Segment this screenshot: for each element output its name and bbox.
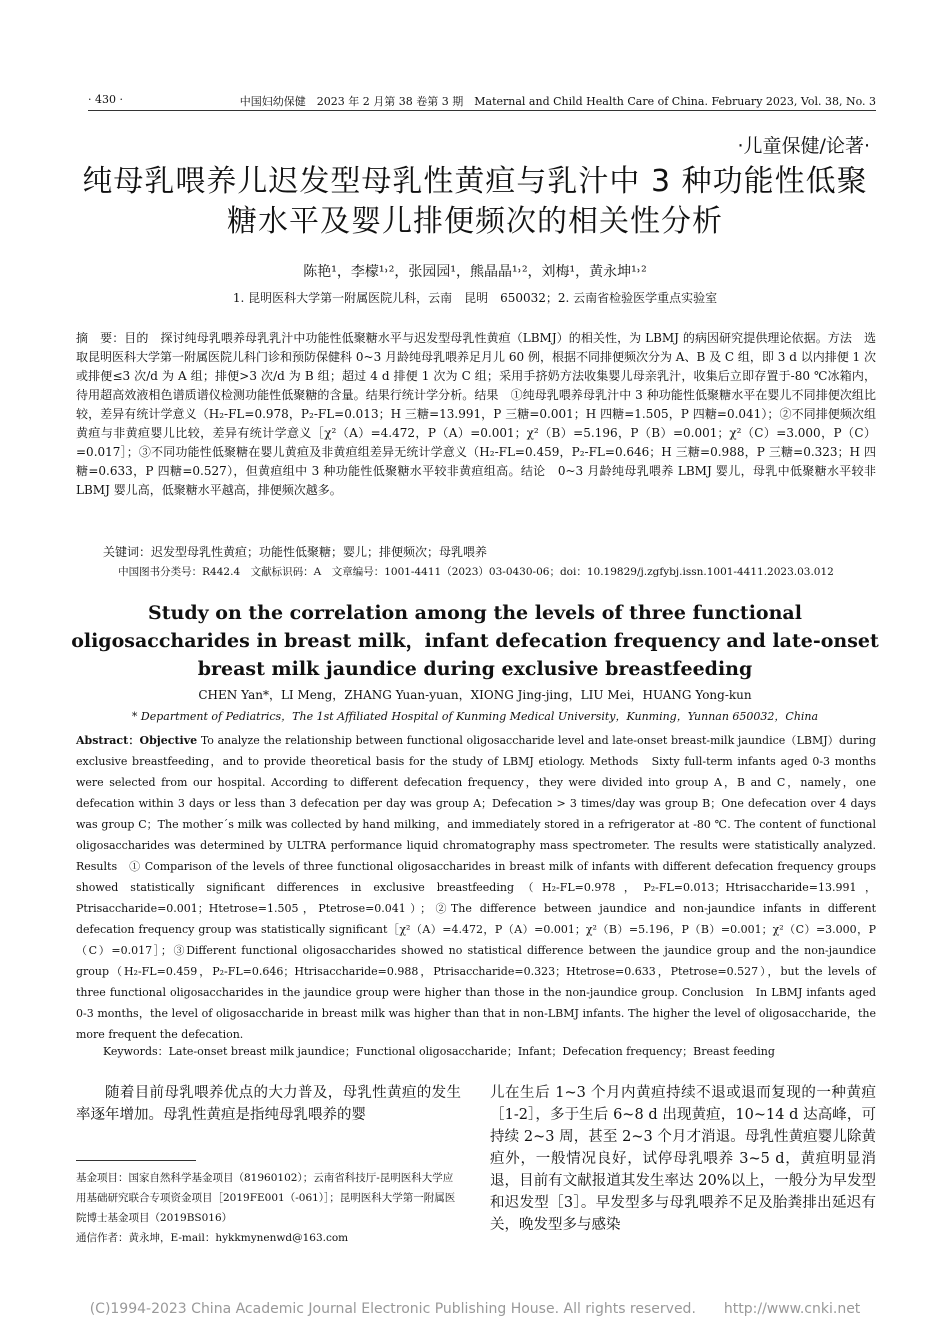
authors-chinese: 陈艳¹，李檬¹˒²，张园园¹，熊晶晶¹˒²，刘梅¹，黄永坤¹˒² <box>303 264 647 280</box>
classification-line: 中国图书分类号：R442.4 文献标识码：A 文章编号：1001-4411（2023）03-0430-06；doi：10.19829/j.zgfybj.issn.1001-4411.2023.03.012 <box>118 566 834 578</box>
keywords-chinese: 关键词：迟发型母乳性黄疸；功能性低聚糖；婴儿；排便频次；母乳喂养 <box>103 545 488 559</box>
abstract-english-text: To analyze the relationship between functional oligosaccharide level and late-onset breast-milk jaundice（LBMJ）during exclusive breastfeeding，and to provide theoretical basis for the study of LBMJ etiology. Methods Sixty full-term infants aged 0-3 months were selected from our hospital. According to different defecation frequency，they were divided into group A，B and C，namely，one defecation within 3 days or less than 3 defecation per day was group A；Defecation > 3 times/day was group B；One defecation over 4 days was group C；The mother´s milk was collected by hand milking，and immediately stored in a refrigerator at -80 ℃. The content of functional oligosaccharides was determined by ULTRA performance liquid chromatography mass spectrometer. The results were statistically analyzed. Results ① Comparison of the levels of three functional oligosaccharides in breast milk of infants with different defecation frequency groups showed statistically significant differences in exclusive breastfeeding（H₂-FL=0.978，P₂-FL=0.013；Htrisaccharide=13.991，Ptrisaccharide=0.001；Htetrose=1.505，Ptetrose=0.041）；②The difference between jaundice and non-jaundice infants in different defecation frequency group was statistically significant［χ²（A）=4.472，P（A）=0.001；χ²（B）=5.196，P（B）=0.001；χ²（C）=3.000，P（C）=0.017］；③Different functional oligosaccharides showed no statistical difference between the jaundice group and the non-jaundice group（H₂-FL=0.459，P₂-FL=0.646；Htrisaccharide=0.988，Ptrisaccharide=0.323；Htetrose=0.633，Ptetrose=0.527），but the levels of three functional oligosaccharides in the jaundice group were higher than those in the non-jaundice group. Conclusion In LBMJ infants aged 0-3 months，the level of oligosaccharide in breast milk was higher than that in non-LBMJ infants. The higher the level of oligosaccharide，the more frequent the defecation. <box>76 734 877 1041</box>
abstract-english <box>76 730 876 1045</box>
affiliation-english: * Department of Pediatrics，The 1st Affiliated Hospital of Kunming Medical University，Kunming，Yunnan 650032，China <box>131 710 819 723</box>
abstract-chinese: 摘 要：目的 探讨纯母乳喂养母乳乳汁中功能性低聚糖水平与迟发型母乳性黄疸（LBMJ）的相关性，为 LBMJ 的病因研究提供理论依据。方法 选取昆明医科大学第一附属医院儿科门诊和预防保健科 0~3 月龄纯母乳喂养足月儿 60 例，根据不同排便频次分为 A、B 及 C 组，即 3 d 以内排便 1 次或排便≤3 次/d 为 A 组；排便>3 次/d 为 B 组；超过 4 d 排便 1 次为 C 组；采用手挤奶方法收集婴儿母亲乳汁，收集后立即存置于-80 ℃冰箱内，待用超高效液相色谱质谱仪检测功能性低聚糖的含量。结果行统计学分析。结果 ①纯母乳喂养母乳汁中 3 种功能性低聚糖水平在婴儿不同排便次组比较，差异有统计学意义（H₂-FL=0.978，P₂-FL=0.013；H 三糖=13.991，P 三糖=0.001；H 四糖=1.505，P 四糖=0.041）；②不同排便频次组黄疸与非黄疸婴儿比较，差异有统计学意义［χ²（A）=4.472，P（A）=0.001；χ²（B）=5.196，P（B）=0.001；χ²（C）=3.000，P（C）=0.017］；③不同功能性低聚糖在婴儿黄疸及非黄疸组差异无统计学意义（H₂-FL=0.459，P₂-FL=0.646；H 三糖=0.988，P 三糖=0.323；H 四糖=0.633，P 四糖=0.527），但黄疸组中 3 种功能性低聚糖水平较非黄疸组高。结论 0~3 月龄纯母乳喂养 LBMJ 婴儿，母乳中低聚糖水平较非 LBMJ 婴儿高，低聚糖水平越高，排便频次越多。 <box>76 331 876 497</box>
body-text-left: 随着目前母乳喂养优点的大力普及，母乳性黄疸的发生率逐年增加。母乳性黄疸是指纯母乳喂养的婴 <box>76 1085 461 1123</box>
copyright-footer: (C)1994-2023 China Academic Journal Electronic Publishing House. All rights reserved. http://www.cnki.net <box>89 1301 861 1317</box>
column-label: ·儿童保健/论著· <box>737 135 870 157</box>
journal-header: 中国妇幼保健 2023 年 2 月第 38 卷第 3 期 Maternal and Child Health Care of China. February 2023, Vol. 38, No. 3 <box>239 95 876 108</box>
footnote-rule <box>76 1160 196 1161</box>
footnote-fund: 基金项目：国家自然科学基金项目（81960102）；云南省科技厅-昆明医科大学应用基础研究联合专项资金项目［2019FE001（-061）］；昆明医科大学第一附属医院博士基金项目（2019BS016） <box>76 1172 456 1224</box>
title-chinese: 纯母乳喂养儿迟发型母乳性黄疸与乳汁中 3 种功能性低聚糖水平及婴儿排便频次的相关性分析 <box>82 164 868 239</box>
title-english: Study on the correlation among the levels of three functional oligosaccharides in breast milk，infant defecation frequency and late-onset breast milk jaundice during exclusive breastfeeding <box>71 602 879 680</box>
header-rule <box>88 110 876 111</box>
abstract-english-label: Abstract：Objective <box>76 734 198 747</box>
page-number: · 430 · <box>88 93 123 106</box>
footnotes <box>76 1168 461 1248</box>
affiliation-chinese: 1. 昆明医科大学第一附属医院儿科，云南 昆明 650032；2. 云南省检验医学重点实验室 <box>232 291 718 305</box>
body-text-right: 儿在生后 1~3 个月内黄疸持续不退或退而复现的一种黄疸［1-2］，多于生后 6~8 d 出现黄疸，10~14 d 达高峰，可持续 2~3 周，甚至 2~3 个月才消退。母乳性黄疸婴儿除黄疸外，一般情况良好，试停母乳喂养 3~5 d，黄疸明显消退，目前有文献报道其发生率达 20%以上，一般分为早发型和迟发型［3］。早发型多与母乳喂养不足及胎粪排出延迟有关，晚发型多与感染 <box>490 1085 876 1233</box>
footnote-contact: 通信作者：黄永坤，E-mail：hykkmynenwd@163.com <box>76 1232 349 1244</box>
authors-english: CHEN Yan*，LI Meng，ZHANG Yuan-yuan，XIONG Jing-jing，LIU Mei，HUANG Yong-kun <box>198 688 752 702</box>
keywords-english: Keywords：Late-onset breast milk jaundice；Functional oligosaccharide；Infant；Defecation frequency；Breast feeding <box>103 1045 775 1058</box>
